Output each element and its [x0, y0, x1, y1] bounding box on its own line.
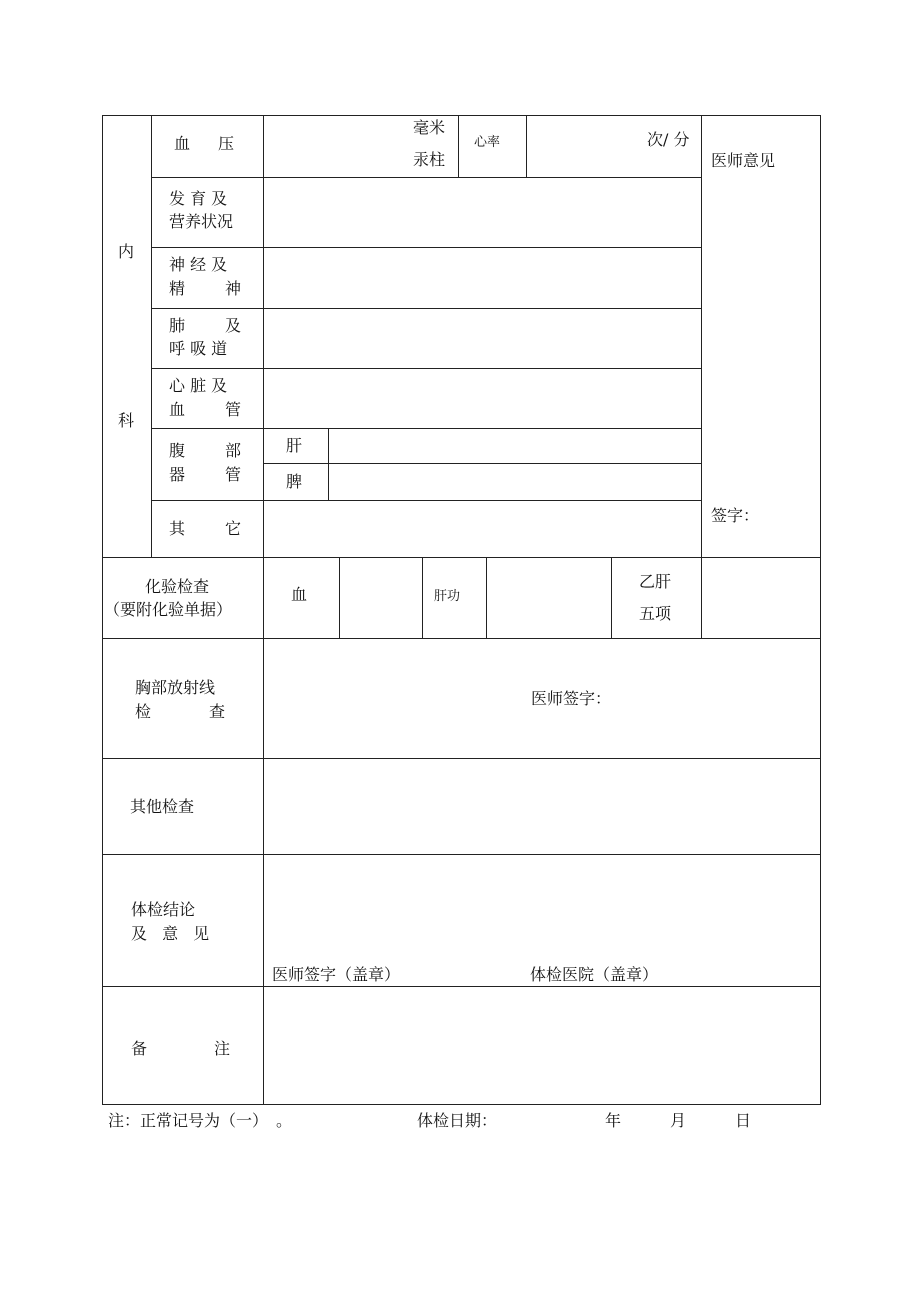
footer-year: 年	[605, 1111, 622, 1130]
conclusion-doctor-seal: 医师签字（盖章）	[272, 965, 401, 984]
conclusion-hospital-seal: 体检医院（盖章）	[530, 965, 659, 984]
col-divider	[151, 115, 152, 558]
liver-function-field[interactable]	[487, 558, 611, 638]
footer-note: 注：正常记号为（一） 。	[108, 1111, 293, 1130]
heart-rate-label: 心率	[474, 135, 501, 150]
blood-test-label: 血	[291, 585, 308, 604]
nervous-label-2a: 精	[169, 279, 186, 298]
conclusion-label-1: 体检结论	[131, 900, 196, 919]
col-divider	[422, 557, 423, 639]
col-divider	[458, 115, 459, 177]
blood-test-field[interactable]	[340, 558, 422, 638]
spleen-field[interactable]	[329, 464, 701, 500]
liver-function-label: 肝功	[434, 589, 461, 604]
heart-rate-unit: 次/ 分	[647, 130, 690, 149]
table-border-bottom	[102, 1104, 821, 1105]
abdomen-label-1a: 腹	[169, 441, 186, 460]
chest-xray-label-2a: 检	[135, 702, 152, 721]
footer-day: 日	[735, 1111, 752, 1130]
remarks-label-a: 备	[131, 1039, 148, 1058]
nervous-field[interactable]	[264, 248, 701, 308]
other-label-a: 其	[169, 519, 186, 538]
heart-label-2a: 血	[169, 400, 186, 419]
blood-pressure-unit-1: 毫米	[413, 118, 446, 137]
development-label-2: 营养状况	[169, 212, 234, 231]
hbv-field[interactable]	[702, 558, 820, 638]
other-label-b: 它	[225, 519, 242, 538]
nervous-label-2b: 神	[225, 279, 242, 298]
chest-xray-doctor-sign: 医师签字：	[531, 689, 612, 708]
abdomen-label-2b: 管	[225, 465, 242, 484]
blood-pressure-label-1: 血	[174, 134, 191, 153]
other-exam-label: 其他检查	[130, 797, 195, 816]
section-label-nei: 内	[118, 242, 135, 261]
heart-label-1: 心 脏 及	[169, 376, 228, 395]
footer-date-label: 体检日期：	[417, 1111, 498, 1130]
lung-label-1b: 及	[225, 316, 242, 335]
abdomen-label-2a: 器	[169, 465, 186, 484]
chest-xray-label-1: 胸部放射线	[135, 678, 216, 697]
lab-label-1: 化验检查	[145, 577, 210, 596]
remarks-label-b: 注	[214, 1039, 231, 1058]
doctor-opinion-field[interactable]	[702, 116, 820, 557]
other-exam-field[interactable]	[264, 759, 820, 854]
footer-month: 月	[670, 1111, 687, 1130]
lung-field[interactable]	[264, 309, 701, 368]
hbv-label-2: 五项	[639, 604, 672, 623]
lung-label-2: 呼 吸 道	[169, 339, 228, 358]
heart-field[interactable]	[264, 369, 701, 428]
development-label-1: 发 育 及	[169, 189, 228, 208]
lab-label-2: （要附化验单据）	[104, 600, 233, 619]
liver-label: 肝	[286, 436, 303, 455]
section-label-ke: 科	[118, 411, 135, 430]
col-divider	[611, 557, 612, 639]
heart-label-2b: 管	[225, 400, 242, 419]
spleen-label: 脾	[286, 472, 303, 491]
nervous-label-1: 神 经 及	[169, 255, 228, 274]
hbv-label-1: 乙肝	[639, 572, 672, 591]
liver-field[interactable]	[329, 429, 701, 463]
signature-label: 签字：	[711, 506, 760, 525]
remarks-field[interactable]	[264, 987, 820, 1104]
doctor-opinion-label: 医师意见	[711, 151, 776, 170]
table-border-right	[820, 115, 821, 1105]
table-border-left	[102, 115, 103, 1105]
chest-xray-label-2b: 查	[209, 702, 226, 721]
development-field[interactable]	[264, 178, 701, 247]
lung-label-1a: 肺	[169, 316, 186, 335]
blood-pressure-unit-2: 汞柱	[413, 150, 446, 169]
abdomen-label-1b: 部	[225, 441, 242, 460]
other-field[interactable]	[264, 501, 701, 557]
conclusion-label-2: 及 意 见	[131, 924, 215, 943]
blood-pressure-label-2: 压	[218, 134, 235, 153]
